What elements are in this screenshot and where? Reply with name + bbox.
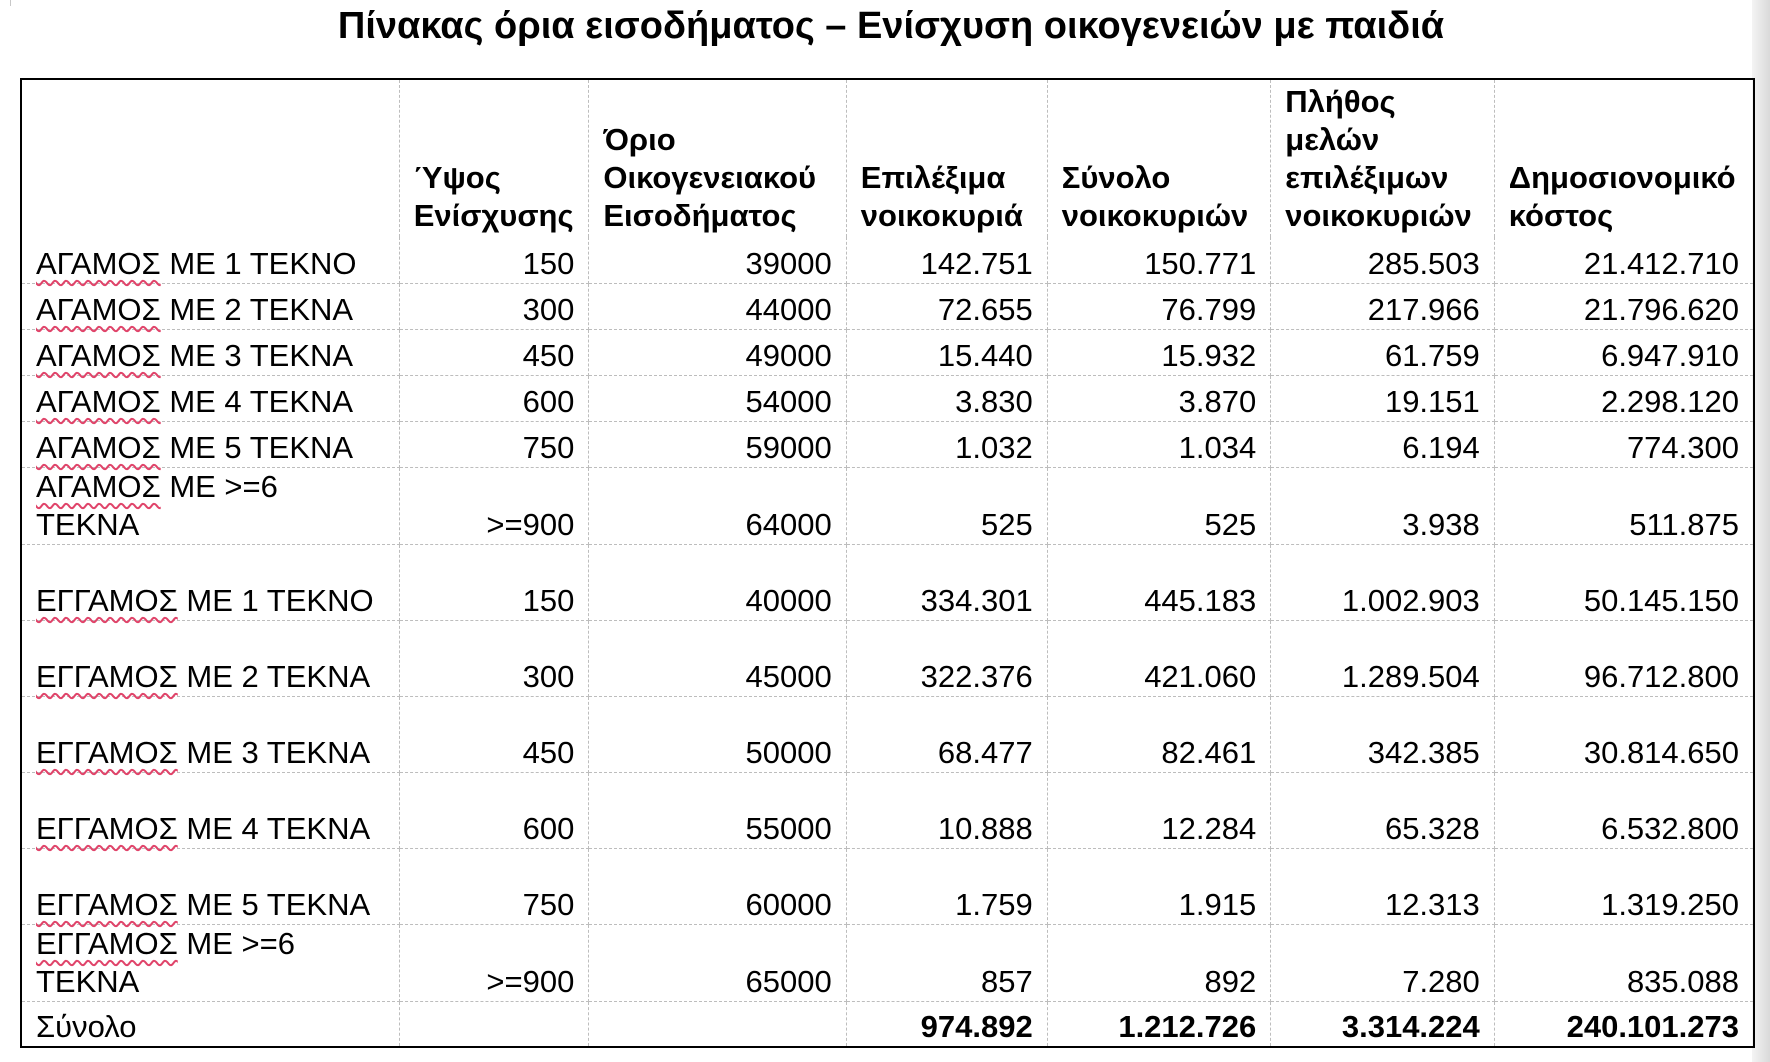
- total-households-cell: 12.284: [1047, 772, 1271, 848]
- total-households-cell: 150.771: [1047, 237, 1271, 283]
- eligible-cell: 1.759: [846, 848, 1047, 924]
- cost-cell: 511.875: [1494, 467, 1754, 544]
- cost-cell: 6.532.800: [1494, 772, 1754, 848]
- eligible-cell: 525: [846, 467, 1047, 544]
- row-label: [21, 421, 399, 467]
- totals-income-limit-cell: [589, 1001, 846, 1047]
- cost-cell: 2.298.120: [1494, 375, 1754, 421]
- children-count: ΜΕ 3 ΤΕΚΝΑ: [186, 734, 371, 770]
- amount-cell: 750: [399, 848, 589, 924]
- totals-cost-cell: 240.101.273: [1566, 1009, 1739, 1044]
- marital-status: ΑΓΑΜΟΣ: [36, 337, 161, 373]
- table-row: [21, 544, 1754, 620]
- total-households-cell: 525: [1047, 467, 1271, 544]
- row-label: [21, 696, 399, 772]
- children-count: ΜΕ 5 ΤΕΚΝΑ: [186, 886, 371, 922]
- row-label: [21, 375, 399, 421]
- amount-cell: 600: [399, 772, 589, 848]
- marital-status: ΕΓΓΑΜΟΣ: [36, 658, 178, 694]
- table-row: [21, 467, 1754, 544]
- cost-cell: 835.088: [1494, 924, 1754, 1001]
- children-count: ΜΕ 1 ΤΕΚΝΟ: [169, 245, 357, 281]
- eligible-cell: 142.751: [846, 237, 1047, 283]
- amount-cell: 450: [399, 329, 589, 375]
- amount-cell: 150: [399, 544, 589, 620]
- income-limit-cell: 55000: [589, 772, 846, 848]
- table-row: [21, 421, 1754, 467]
- members-cell: 1.289.504: [1271, 620, 1495, 696]
- amount-cell: >=900: [399, 924, 589, 1001]
- marital-status: ΕΓΓΑΜΟΣ: [36, 582, 178, 618]
- total-households-cell: 76.799: [1047, 283, 1271, 329]
- income-limit-cell: 65000: [589, 924, 846, 1001]
- table-row: [21, 696, 1754, 772]
- total-households-cell: 892: [1047, 924, 1271, 1001]
- total-households-cell: 421.060: [1047, 620, 1271, 696]
- children-count: ΜΕ 5 ΤΕΚΝΑ: [169, 429, 354, 465]
- children-count: ΜΕ 1 ΤΕΚΝΟ: [186, 582, 374, 618]
- table-row: [21, 772, 1754, 848]
- eligible-cell: 10.888: [846, 772, 1047, 848]
- marital-status: ΕΓΓΑΜΟΣ: [36, 734, 178, 770]
- income-limit-cell: 49000: [589, 329, 846, 375]
- members-cell: 1.002.903: [1271, 544, 1495, 620]
- members-cell: 217.966: [1271, 283, 1495, 329]
- table-row: [21, 848, 1754, 924]
- table-row: [21, 620, 1754, 696]
- cost-cell: 1.319.250: [1494, 848, 1754, 924]
- marital-status: ΕΓΓΑΜΟΣ: [36, 810, 178, 846]
- income-limit-cell: 59000: [589, 421, 846, 467]
- total-households-cell: 445.183: [1047, 544, 1271, 620]
- children-count: ΜΕ >=6 ΤΕΚΝΑ: [36, 925, 295, 999]
- eligible-cell: 72.655: [846, 283, 1047, 329]
- totals-total-households-cell: 1.212.726: [1047, 1001, 1271, 1047]
- amount-cell: 750: [399, 421, 589, 467]
- marital-status: ΑΓΑΜΟΣ: [36, 245, 161, 281]
- cost-cell: 21.412.710: [1494, 237, 1754, 283]
- cost-cell: 96.712.800: [1494, 620, 1754, 696]
- members-cell: 6.194: [1271, 421, 1495, 467]
- amount-cell: 600: [399, 375, 589, 421]
- row-label: [21, 544, 399, 620]
- total-households-cell: 3.870: [1047, 375, 1271, 421]
- totals-amount-cell: [399, 1001, 589, 1047]
- header-cell-members: Πλήθος μελών επιλέξιμων νοικοκυριών: [1271, 79, 1495, 237]
- header-row: [21, 79, 1754, 237]
- income-limit-cell: 45000: [589, 620, 846, 696]
- marital-status: ΕΓΓΑΜΟΣ: [36, 886, 178, 922]
- amount-cell: >=900: [399, 467, 589, 544]
- total-households-cell: 1.034: [1047, 421, 1271, 467]
- income-limit-cell: 54000: [589, 375, 846, 421]
- marital-status: ΑΓΑΜΟΣ: [36, 429, 161, 465]
- members-cell: 7.280: [1271, 924, 1495, 1001]
- children-count: ΜΕ 3 ΤΕΚΝΑ: [169, 337, 354, 373]
- children-count: ΜΕ >=6 ΤΕΚΝΑ: [36, 468, 278, 542]
- eligible-cell: 68.477: [846, 696, 1047, 772]
- income-limit-cell: 44000: [589, 283, 846, 329]
- header-cell-cost: Δημοσιονομικό κόστος: [1508, 160, 1736, 233]
- table-row: [21, 329, 1754, 375]
- total-households-cell: 1.915: [1047, 848, 1271, 924]
- children-count: ΜΕ 4 ΤΕΚΝΑ: [186, 810, 371, 846]
- income-limit-cell: 39000: [589, 237, 846, 283]
- total-households-cell: 15.932: [1047, 329, 1271, 375]
- members-cell: 12.313: [1271, 848, 1495, 924]
- totals-row: [21, 1001, 1754, 1047]
- row-label: [21, 467, 399, 544]
- cost-cell: 30.814.650: [1494, 696, 1754, 772]
- header-cell-total-households: Σύνολο νοικοκυριών: [1047, 79, 1271, 237]
- income-limit-cell: 40000: [589, 544, 846, 620]
- totals-label: Σύνολο: [21, 1001, 399, 1047]
- totals-eligible-cell: 974.892: [846, 1001, 1047, 1047]
- row-label: [21, 620, 399, 696]
- row-label: [21, 772, 399, 848]
- table-row: [21, 283, 1754, 329]
- marital-status: ΑΓΑΜΟΣ: [36, 291, 161, 327]
- total-households-cell: 82.461: [1047, 696, 1271, 772]
- cost-cell: 774.300: [1494, 421, 1754, 467]
- table-row: [21, 237, 1754, 283]
- row-label: [21, 283, 399, 329]
- cost-cell: 50.145.150: [1494, 544, 1754, 620]
- row-label: [21, 924, 399, 1001]
- amount-cell: 300: [399, 283, 589, 329]
- header-cell-income-limit: Όριο Οικογενειακού Εισοδήματος: [589, 79, 846, 237]
- table-row: [21, 924, 1754, 1001]
- page-title: Πίνακας όρια εισοδήματος – Ενίσχυση οικογενειών με παιδιά: [337, 5, 1445, 47]
- members-cell: 19.151: [1271, 375, 1495, 421]
- eligible-cell: 334.301: [846, 544, 1047, 620]
- members-cell: 61.759: [1271, 329, 1495, 375]
- totals-members-cell: 3.314.224: [1271, 1001, 1495, 1047]
- members-cell: 65.328: [1271, 772, 1495, 848]
- marital-status: ΑΓΑΜΟΣ: [36, 468, 161, 504]
- eligible-cell: 1.032: [846, 421, 1047, 467]
- header-cell-category: [21, 79, 399, 237]
- eligible-cell: 857: [846, 924, 1047, 1001]
- header-cell-amount: Ύψος Ενίσχυσης: [399, 79, 589, 237]
- marital-status: ΕΓΓΑΜΟΣ: [36, 925, 178, 961]
- income-limit-cell: 60000: [589, 848, 846, 924]
- children-count: ΜΕ 4 ΤΕΚΝΑ: [169, 383, 354, 419]
- children-count: ΜΕ 2 ΤΕΚΝΑ: [169, 291, 354, 327]
- header-cell-eligible: Επιλέξιμα νοικοκυριά: [846, 79, 1047, 237]
- income-limits-table: [20, 78, 1755, 1048]
- cost-cell: 6.947.910: [1494, 329, 1754, 375]
- members-cell: 3.938: [1271, 467, 1495, 544]
- amount-cell: 450: [399, 696, 589, 772]
- marital-status: ΑΓΑΜΟΣ: [36, 383, 161, 419]
- members-cell: 285.503: [1271, 237, 1495, 283]
- table-row: [21, 375, 1754, 421]
- amount-cell: 300: [399, 620, 589, 696]
- income-limit-cell: 50000: [589, 696, 846, 772]
- members-cell: 342.385: [1271, 696, 1495, 772]
- eligible-cell: 3.830: [846, 375, 1047, 421]
- children-count: ΜΕ 2 ΤΕΚΝΑ: [186, 658, 371, 694]
- cost-cell: 21.796.620: [1494, 283, 1754, 329]
- income-limit-cell: 64000: [589, 467, 846, 544]
- row-label: [21, 848, 399, 924]
- row-label: [21, 329, 399, 375]
- eligible-cell: 15.440: [846, 329, 1047, 375]
- amount-cell: 150: [399, 237, 589, 283]
- eligible-cell: 322.376: [846, 620, 1047, 696]
- row-label: [21, 237, 399, 283]
